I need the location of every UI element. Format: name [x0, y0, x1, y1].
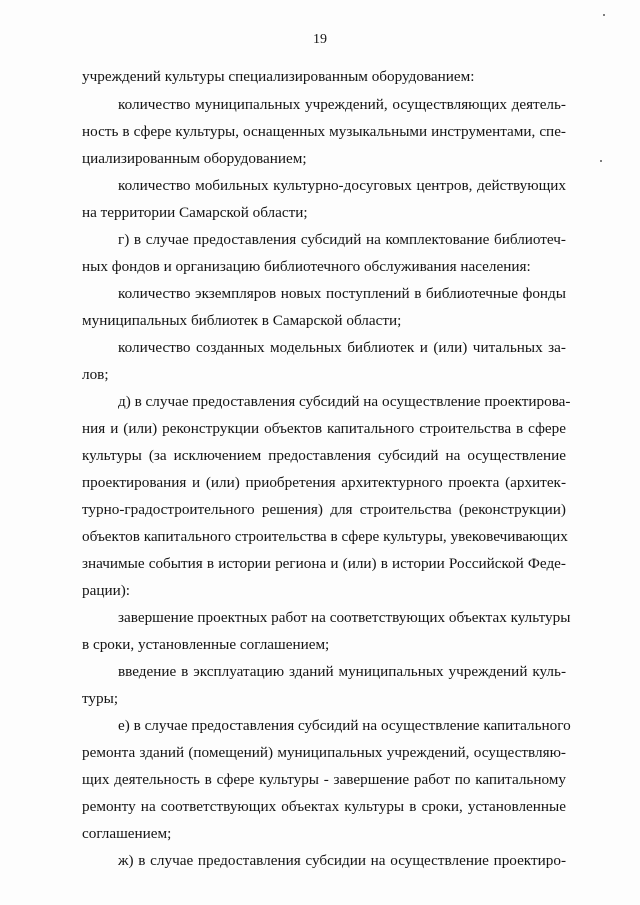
text-line: проектирования и (или) приобретения архитектурного проекта (архитек-: [82, 474, 566, 491]
text-line: введение в эксплуатацию зданий муниципальных учреждений куль-: [118, 663, 566, 680]
text-line: д) в случае предоставления субсидий на осуществление проектирова-: [118, 393, 571, 410]
text-line: на территории Самарской области;: [82, 204, 308, 221]
text-line: циализированным оборудованием;: [82, 150, 307, 167]
text-line: завершение проектных работ на соответствующих объектах культуры: [118, 609, 571, 626]
text-line: количество мобильных культурно-досуговых центров, действующих: [118, 177, 566, 194]
text-line: ж) в случае предоставления субсидии на осуществление проектиро-: [118, 852, 566, 869]
text-line: соглашением;: [82, 825, 172, 842]
page-number: 19: [313, 32, 327, 47]
text-line: ремонта зданий (помещений) муниципальных учреждений, осуществляю-: [82, 744, 566, 761]
text-line: учреждений культуры специализированным оборудованием:: [82, 68, 475, 85]
text-line: г) в случае предоставления субсидий на комплектование библиотеч-: [118, 231, 566, 248]
text-line: количество созданных модельных библиотек и (или) читальных за-: [118, 339, 566, 356]
text-line: рации):: [82, 582, 130, 599]
text-line: ность в сфере культуры, оснащенных музыкальными инструментами, спе-: [82, 123, 566, 140]
text-line: ния и (или) реконструкции объектов капитального строительства в сфере: [82, 420, 566, 437]
text-line: культуры (за исключением предоставления субсидий на осуществление: [82, 447, 566, 464]
text-line: количество муниципальных учреждений, осуществляющих деятель-: [118, 96, 566, 113]
text-line: щих деятельность в сфере культуры - завершение работ по капитальному: [82, 771, 566, 788]
scan-speck: [600, 160, 602, 162]
text-line: е) в случае предоставления субсидий на осуществление капитального: [118, 717, 571, 734]
scan-speck: [603, 14, 605, 16]
text-line: лов;: [82, 366, 109, 383]
text-line: муниципальных библиотек в Самарской области;: [82, 312, 402, 329]
text-line: количество экземпляров новых поступлений в библиотечные фонды: [118, 285, 566, 302]
text-line: турно-градостроительного решения) для строительства (реконструкции): [82, 501, 566, 518]
text-line: туры;: [82, 690, 119, 707]
text-line: ремонту на соответствующих объектах культуры в сроки, установленные: [82, 798, 566, 815]
text-line: в сроки, установленные соглашением;: [82, 636, 330, 653]
text-line: ных фондов и организацию библиотечного обслуживания населения:: [82, 258, 531, 275]
text-line: значимые события в истории региона и (или) в истории Российской Феде-: [82, 555, 566, 572]
text-line: объектов капитального строительства в сфере культуры, увековечивающих: [82, 528, 568, 545]
